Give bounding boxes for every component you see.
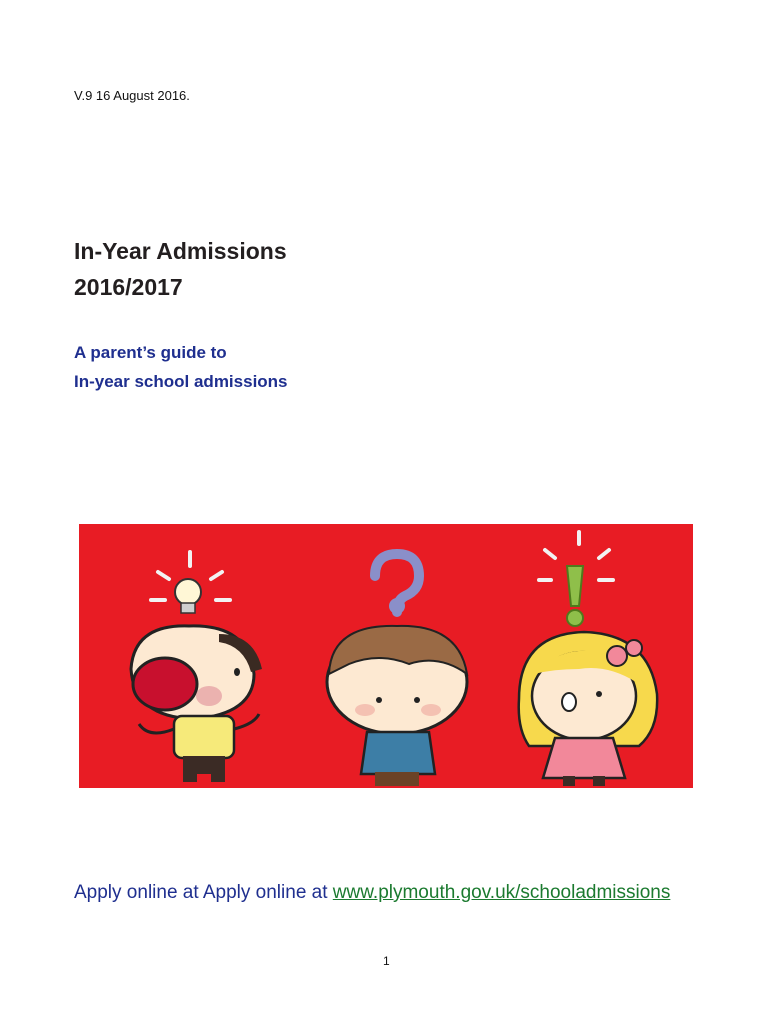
title-line-2: 2016/2017	[74, 274, 183, 300]
children-illustration	[79, 524, 693, 788]
apply-prefix: Apply online at Apply online at	[74, 882, 333, 903]
page-number: 1	[383, 954, 390, 968]
title-line-1: In-Year Admissions	[74, 238, 287, 264]
subtitle	[74, 338, 288, 396]
version-line: V.9 16 August 2016.	[74, 88, 190, 103]
school-admissions-link[interactable]: www.plymouth.gov.uk/schooladmissions	[332, 882, 671, 903]
apply-online-line	[74, 882, 670, 904]
subtitle-line-2: In-year school admissions	[74, 372, 288, 391]
page-title	[74, 233, 287, 305]
subtitle-line-1: A parent’s guide to	[74, 343, 227, 362]
